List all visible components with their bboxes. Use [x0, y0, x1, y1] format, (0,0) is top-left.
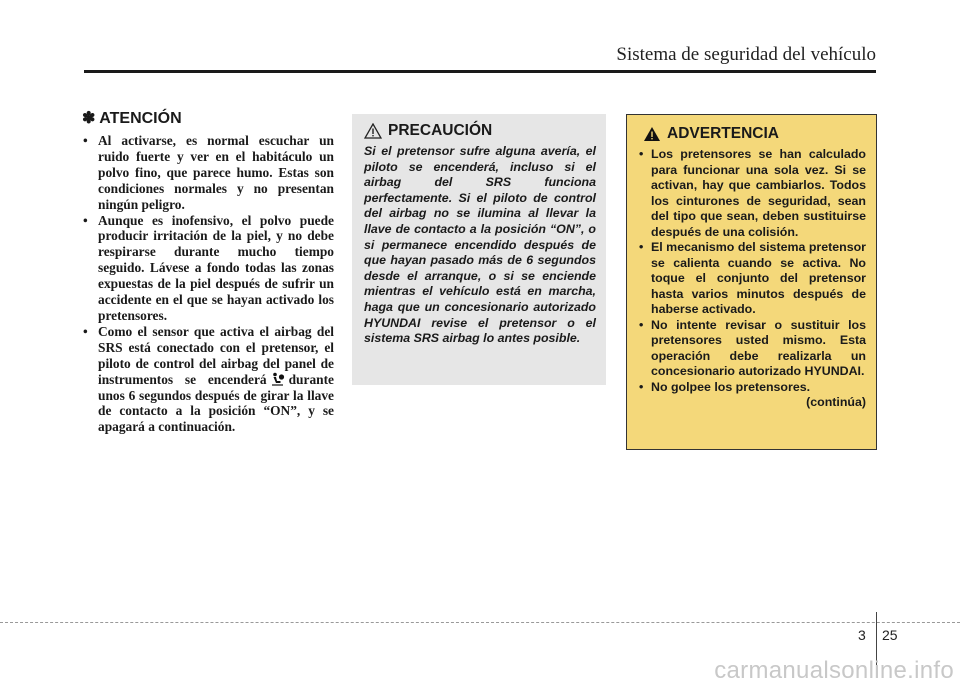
warning-triangle-icon — [364, 123, 382, 139]
warning-triangle-filled-icon — [643, 126, 661, 142]
attention-list — [82, 133, 334, 435]
warning-item: • No golpee los pretensores. — [637, 380, 866, 396]
warning-box — [626, 114, 877, 450]
header-rule — [84, 70, 876, 73]
airbag-warning-icon — [271, 372, 285, 386]
caution-body: Si el pretensor sufre alguna avería, el piloto se encenderá, incluso si el airbag del SRS funciona perfectamente. Si el piloto de control del airbag no se ilumina al llevar la llave de contacto a la posición “ON”, o si permanece encendido después de que hayan pasado más de 6 segundos desde el arranque, o si se enciende mientras el vehículo está en marcha, haga que un concesionario autorizado HYUNDAI revise el pretensor o el sistema SRS airbag lo antes posible. — [364, 144, 596, 346]
caution-box — [352, 114, 606, 385]
attention-item: • Al activarse, es normal escuchar un ruido fuerte y ver en el habitáculo un polvo fino, que parece humo. Estas son condiciones normales y no presentan ningún peligro. — [82, 133, 334, 213]
warning-title-row — [643, 125, 866, 143]
attention-item-text: Como el sensor que activa el airbag del SRS está conectado con el pretensor, el piloto de control del airbag del panel de instrumentos se encenderá — [98, 323, 334, 387]
attention-heading: ✽ ATENCIÓN — [82, 110, 182, 127]
caution-title-row — [364, 122, 596, 140]
footer-dashed-rule — [0, 622, 960, 623]
attention-item — [82, 324, 334, 435]
attention-item: • Aunque es inofensivo, el polvo puede producir irritación de la piel, y no debe respirarse durante mucho tiempo seguido. Lávese a fondo todas las zonas expuestas de la piel después de sufrir un accidente en el que se hayan activado los pretensores. — [82, 213, 334, 324]
warning-title: ADVERTENCIA — [667, 125, 779, 142]
warning-item: • No intente revisar o sustituir los pretensores usted mismo. Esta operación debe realizarla un concesionario autorizado HYUNDAI. — [637, 318, 866, 380]
chapter-number: 3 — [858, 627, 866, 643]
warning-item: • Los pretensores se han calculado para funcionar una sola vez. Si se activan, hay que cambiarlos. Todos los cinturones de seguridad, sean del tipo que sean, deben sustituirse después de una colisión. — [637, 147, 866, 240]
continued-label: (continúa) — [806, 395, 866, 409]
attention-item-text-cont: durante unos 6 segundos después de girar la llave de contacto a la posición “ON”, y se apagará a continuación. — [98, 371, 334, 435]
warning-list — [637, 147, 866, 395]
watermark: carmanualsonline.info — [714, 657, 954, 684]
attention-section — [82, 110, 334, 435]
page-number: 25 — [882, 627, 898, 643]
warning-item: • El mecanismo del sistema pretensor se calienta cuando se activa. No toque el conjunto del pretensor hasta varios minutos después de haberse activado. — [637, 240, 866, 318]
page-header-title: Sistema de seguridad del vehículo — [616, 44, 876, 65]
caution-title: PRECAUCIÓN — [388, 122, 493, 139]
